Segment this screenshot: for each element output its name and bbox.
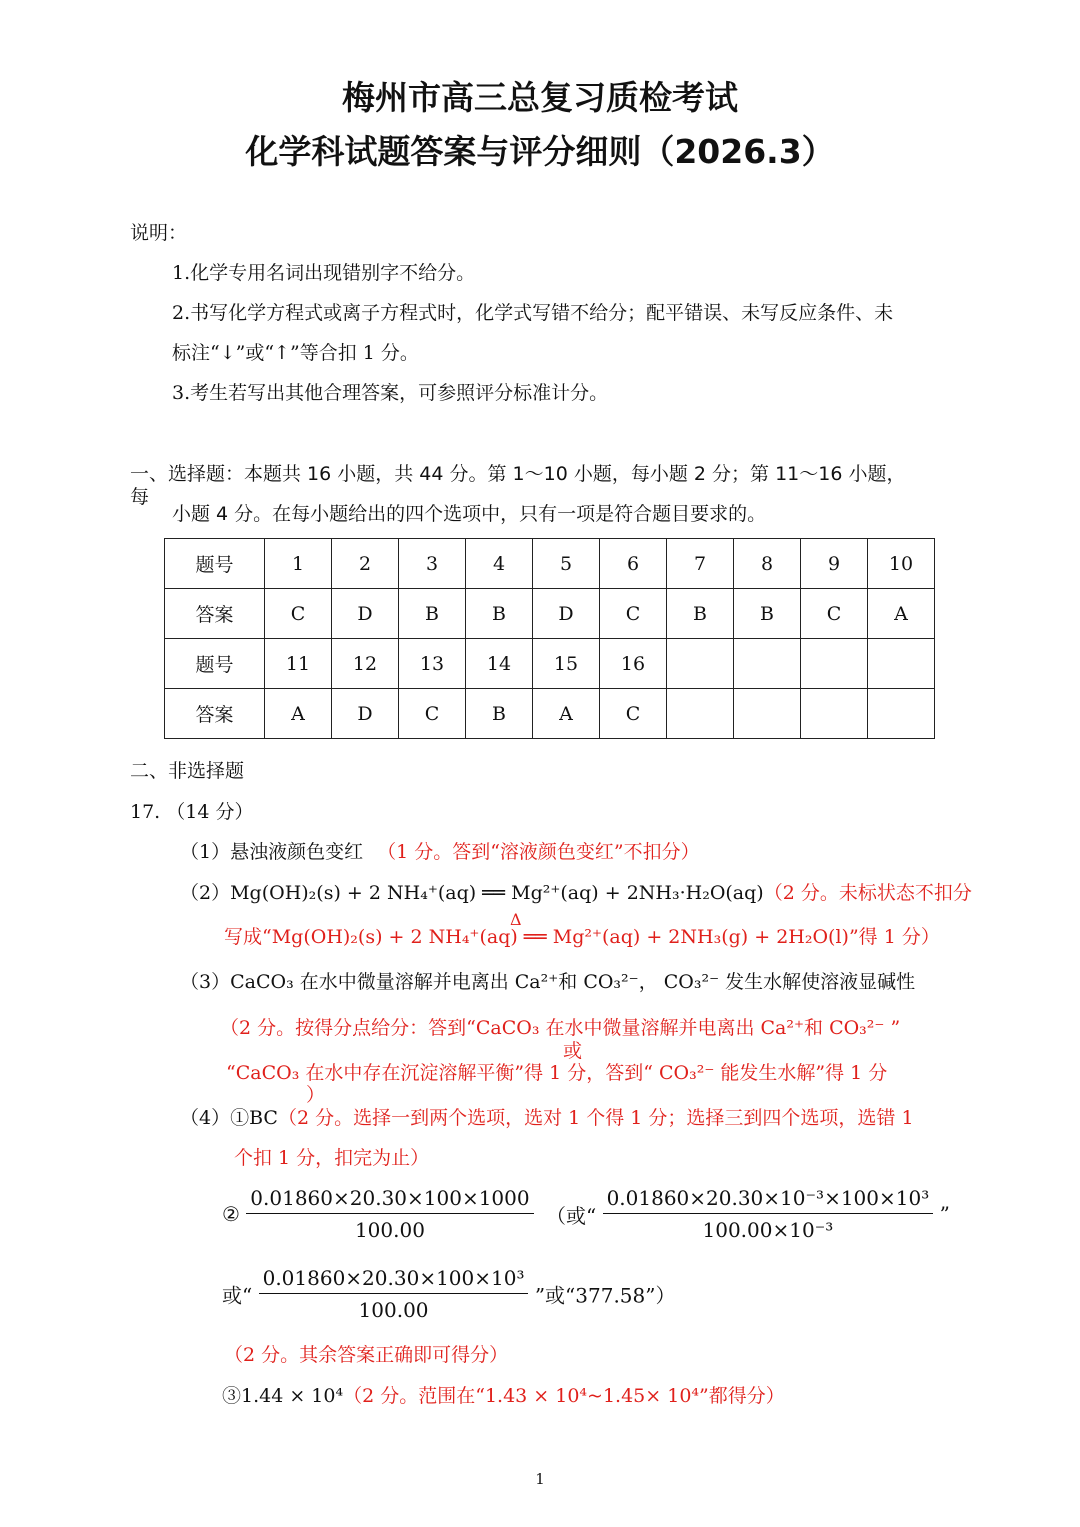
answer-table [164,538,935,739]
q17-p4-3-answer: ③1.44 × 10⁴ [222,1385,344,1407]
table-cell: 2 [332,539,399,589]
table-row [165,689,935,739]
table-cell: B [466,589,533,639]
table-cell [801,689,868,739]
table-cell [868,689,935,739]
table-cell: A [868,589,935,639]
fraction-2-numerator: 0.01860×20.30×10⁻³×100×10³ [603,1186,934,1214]
note-item-2b: 标注“↓”或“↑”等合扣 1 分。 [172,342,419,364]
q17-p3-close: ） [306,1084,326,1106]
q-label: 题号 [165,639,265,689]
table-cell: 12 [332,639,399,689]
table-cell [667,639,734,689]
circle-2: ② [222,1202,240,1226]
fraction-3 [259,1266,529,1322]
fraction-1-numerator: 0.01860×20.30×100×1000 [246,1186,533,1214]
table-cell: 15 [533,639,600,689]
q17-p1-answer: （1）悬浊液颜色变红 [180,841,364,863]
q17-p2-note: （2 分。未标状态不扣分 [763,882,972,904]
q17-p4-1-answer: ①BC [230,1107,278,1129]
table-cell: C [600,589,667,639]
or-open: （或“ [545,1203,597,1228]
q-label: 题号 [165,539,265,589]
section1-line-2: 小题 4 分。在每小题给出的四个选项中，只有一项是符合题目要求的。 [172,503,767,525]
notes-heading: 说明： [130,222,188,244]
or-2: 或“ [222,1283,253,1308]
table-cell [667,689,734,739]
section1-each: 每 [130,486,150,508]
table-cell [801,639,868,689]
quote-close: ” [939,1202,950,1226]
section2-heading: 二、非选择题 [130,760,245,782]
fraction-1 [246,1186,533,1242]
q17-p3-or: 或 [563,1040,583,1062]
a-label: 答案 [165,589,265,639]
table-cell: 14 [466,639,533,689]
table-cell: C [801,589,868,639]
table-cell: D [332,689,399,739]
q17-p4-label: （4） [180,1107,231,1129]
note-item-2a: 2.书写化学方程式或离子方程式时，化学式写错不给分；配平错误、未写反应条件、未 [172,302,894,324]
q17-p1-note: （1 分。答到“溶液颜色变红”不扣分） [377,841,700,863]
q17-p3-note-2: “CaCO₃ 在水中存在沉淀溶解平衡”得 1 分，答到“ CO₃²⁻ 能发生水解”得 1 分 [226,1062,888,1084]
table-cell: A [265,689,332,739]
table-cell [868,639,935,689]
table-cell: 11 [265,639,332,689]
q17-p3-label: （3） [180,971,231,993]
table-cell: B [466,689,533,739]
title-line-2: 化学科试题答案与评分细则（2026.3） [245,132,835,171]
page-number: 1 [535,1470,545,1488]
section1-line-1: 一、选择题：本题共 16 小题，共 44 分。第 1～10 小题，每小题 2 分；第 11～16 小题， [130,463,906,485]
table-cell: D [332,589,399,639]
q17-p4-2-note: （2 分。其余答案正确即可得分） [224,1344,509,1366]
table-cell: 8 [734,539,801,589]
q17-p4-3-note: （2 分。范围在“1.43 × 10⁴~1.45× 10⁴”都得分） [343,1385,785,1407]
table-cell: B [667,589,734,639]
table-cell: 13 [399,639,466,689]
q17-head: 17. （14 分） [130,801,254,823]
table-cell: 5 [533,539,600,589]
table-cell: C [265,589,332,639]
table-cell: 10 [868,539,935,589]
table-cell: C [600,689,667,739]
fraction-2-denominator: 100.00×10⁻³ [702,1218,834,1242]
note-item-1: 1.化学专用名词出现错别字不给分。 [172,262,476,284]
table-cell: B [399,589,466,639]
q17-p4-1-note-2: 个扣 1 分，扣完为止） [234,1147,430,1169]
table-cell: 16 [600,639,667,689]
q17-p2-note-2: 写成“Mg(OH)₂(s) + 2 NH₄⁺(aq) ══ Mg²⁺(aq) + 2NH₃(g) + 2H₂O(l)”得 1 分） [224,926,940,948]
table-row [165,639,935,689]
q17-p3-note-1: （2 分。按得分点给分：答到“CaCO₃ 在水中微量溶解并电离出 Ca²⁺和 CO₃²⁻ ” [220,1017,901,1039]
table-cell: B [734,589,801,639]
table-cell: 7 [667,539,734,589]
table-cell [734,689,801,739]
table-cell: 1 [265,539,332,589]
q17-p2-equation: Mg(OH)₂(s) + 2 NH₄⁺(aq) ══ Mg²⁺(aq) + 2NH₃·H₂O(aq) [230,882,764,904]
table-cell: C [399,689,466,739]
fraction-3-numerator: 0.01860×20.30×100×10³ [259,1266,529,1294]
title-line-1: 梅州市高三总复习质检考试 [342,78,738,117]
table-cell: 3 [399,539,466,589]
table-cell: D [533,589,600,639]
table-cell: 9 [801,539,868,589]
q17-p4-1-note: （2 分。选择一到两个选项，选对 1 个得 1 分；选择三到四个选项，选错 1 [277,1107,914,1129]
q17-p2-label: （2） [180,882,231,904]
a-label: 答案 [165,689,265,739]
fraction-1-denominator: 100.00 [354,1218,425,1242]
delta-symbol: Δ [510,910,522,929]
table-row [165,589,935,639]
q17-p3-text: CaCO₃ 在水中微量溶解并电离出 Ca²⁺和 CO₃²⁻， CO₃²⁻ 发生水解使溶液显碱性 [230,971,916,993]
or-3: ”或“377.58”） [534,1283,676,1308]
table-cell [734,639,801,689]
table-cell: 4 [466,539,533,589]
table-row [165,539,935,589]
fraction-2 [603,1186,934,1242]
table-cell: A [533,689,600,739]
table-cell: 6 [600,539,667,589]
fraction-3-denominator: 100.00 [358,1298,429,1322]
note-item-3: 3.考生若写出其他合理答案，可参照评分标准计分。 [172,382,609,404]
